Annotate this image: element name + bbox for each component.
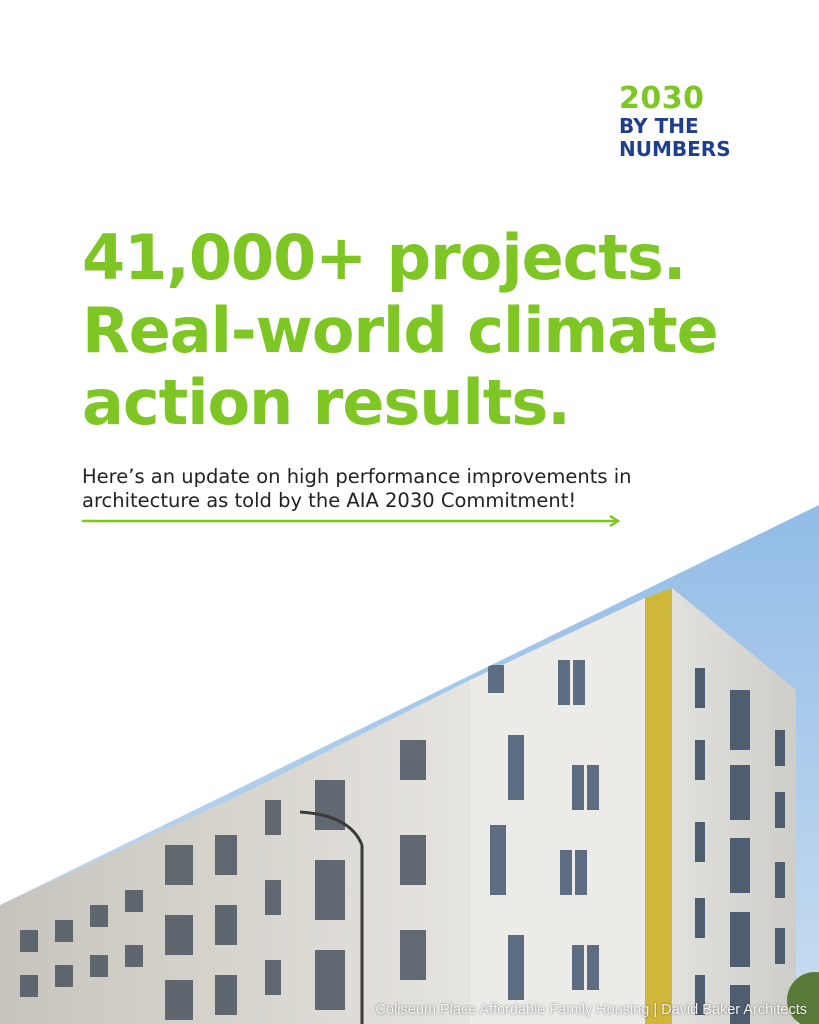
logo-line-numbers: NUMBERS xyxy=(619,137,731,161)
logo-year: 2030 xyxy=(619,81,705,116)
headline-line-3: action results. xyxy=(82,366,570,440)
photo-caption: Coliseum Place Affordable Family Housing | David Baker Architects xyxy=(375,1002,807,1018)
logo-line-by-the: BY THE xyxy=(619,114,699,138)
headline-line-2: Real-world climate xyxy=(82,293,718,367)
intro-line-2: architecture as told by the AIA 2030 Commitment! xyxy=(82,489,577,513)
intro-line-1: Here’s an update on high performance improvements in xyxy=(82,465,632,488)
headline-line-1: 41,000+ projects. xyxy=(82,221,686,294)
